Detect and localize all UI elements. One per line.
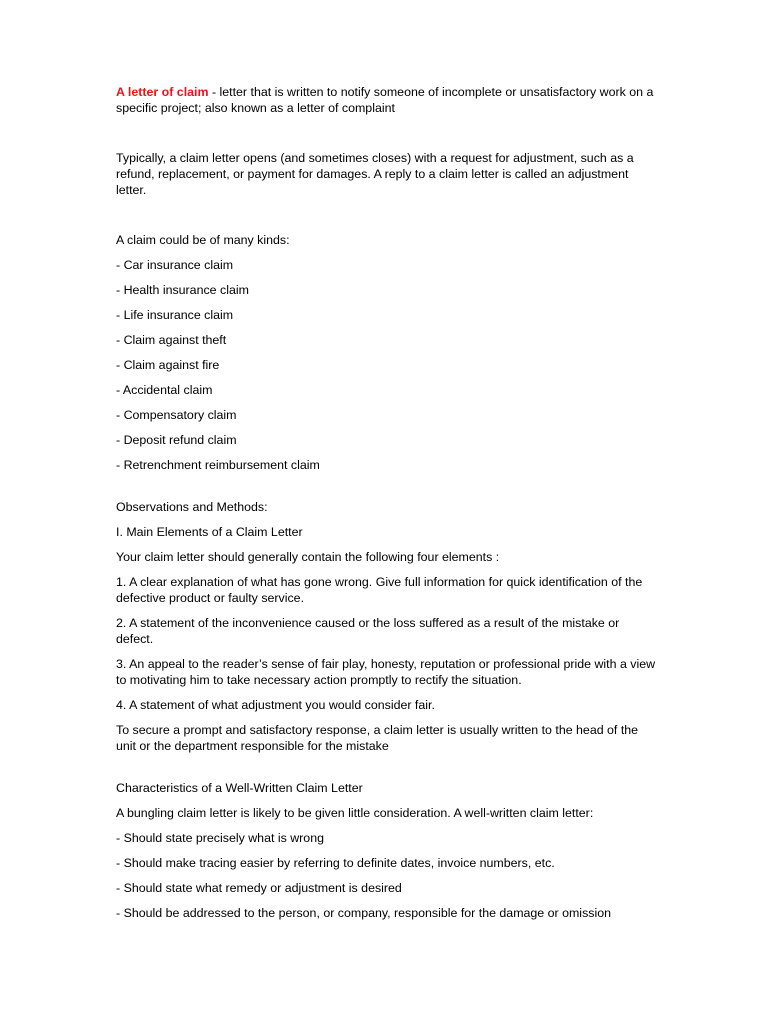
elements-intro: Your claim letter should generally contain the following four elements : [116, 550, 500, 564]
typical-paragraph: Typically, a claim letter opens (and sometimes closes) with a request for adjustment, such as a refund, replacement, or payment for damages. A reply to a claim letter is called an adjustment letter. [116, 151, 634, 197]
document-page [116, 84, 656, 921]
main-elements-subheading: I. Main Elements of a Claim Letter [116, 525, 303, 539]
kinds-heading: A claim could be of many kinds: [116, 233, 290, 247]
kind-item: - Claim against fire [116, 358, 220, 372]
intro-paragraph [116, 84, 656, 116]
kind-item: - Claim against theft [116, 333, 227, 347]
observations-heading: Observations and Methods: [116, 500, 268, 514]
term-letter-of-claim: A letter of claim [116, 85, 209, 99]
kind-item: - Retrenchment reimbursement claim [116, 458, 320, 472]
closing-paragraph: To secure a prompt and satisfactory response, a claim letter is usually written to the head of the unit or the department responsible for the mistake [116, 723, 639, 753]
term-definition: - letter that is written to notify someone of incomplete or unsatisfactory work on a specific project; also known as a letter of complaint [116, 85, 654, 115]
element-item: 3. An appeal to the reader’s sense of fair play, honesty, reputation or professional pride with a view to motivating him to take necessary action promptly to rectify the situation. [116, 657, 656, 687]
kind-item: - Car insurance claim [116, 258, 234, 272]
kind-item: - Deposit refund claim [116, 433, 237, 447]
characteristic-item: - Should make tracing easier by referring to definite dates, invoice numbers, etc. [116, 856, 555, 870]
kind-item: - Accidental claim [116, 383, 213, 397]
kind-item: - Compensatory claim [116, 408, 237, 422]
element-item: 4. A statement of what adjustment you would consider fair. [116, 698, 435, 712]
characteristic-item: - Should be addressed to the person, or company, responsible for the damage or omission [116, 906, 611, 920]
element-item: 2. A statement of the inconvenience caused or the loss suffered as a result of the mistake or defect. [116, 616, 620, 646]
characteristic-item: - Should state precisely what is wrong [116, 831, 324, 845]
element-item: 1. A clear explanation of what has gone wrong. Give full information for quick identification of the defective product or faulty service. [116, 575, 643, 605]
kind-item: - Life insurance claim [116, 308, 234, 322]
characteristic-item: - Should state what remedy or adjustment is desired [116, 881, 402, 895]
characteristics-intro: A bungling claim letter is likely to be given little consideration. A well-written claim letter: [116, 806, 594, 820]
kind-item: - Health insurance claim [116, 283, 249, 297]
characteristics-heading: Characteristics of a Well-Written Claim Letter [116, 781, 363, 795]
